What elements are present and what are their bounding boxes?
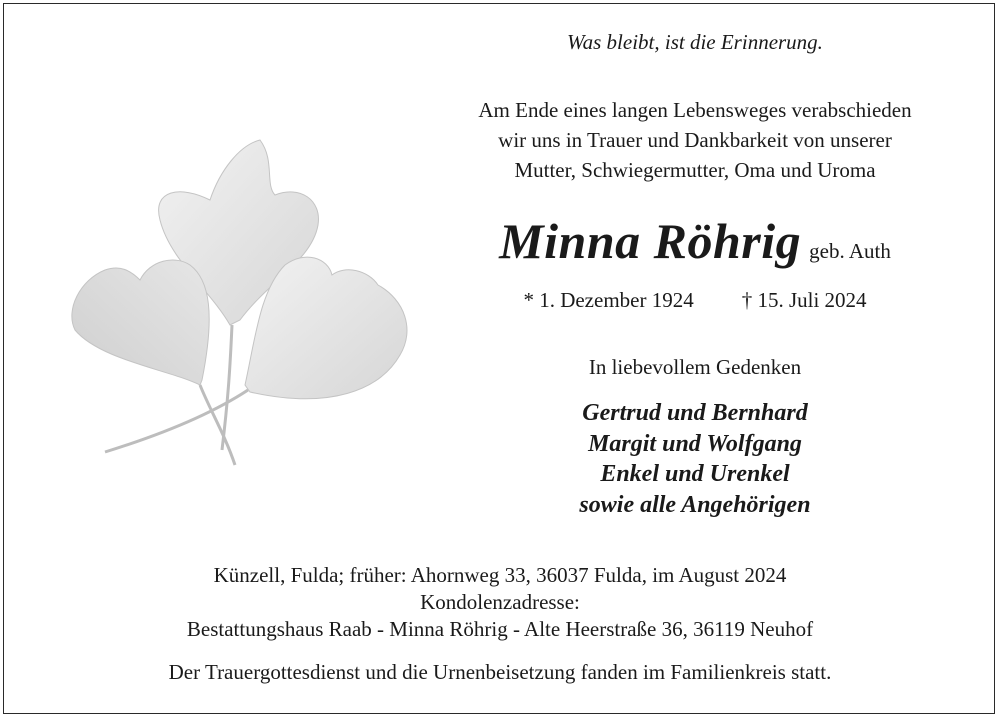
birth-date: * 1. Dezember 1924	[523, 288, 694, 312]
deceased-name-line	[440, 212, 950, 270]
intro-line: Mutter, Schwiegermutter, Oma und Uroma	[514, 158, 876, 182]
memory-line: In liebevollem Gedenken	[588, 355, 802, 379]
address-block	[50, 562, 950, 643]
mourner-entry: Gertrud und Bernhard	[582, 400, 808, 426]
death-date: † 15. Juli 2024	[741, 288, 867, 312]
address-line: Bestattungshaus Raab - Minna Röhrig - Alte Heerstraße 36, 36119 Neuhof	[186, 617, 814, 641]
service-note: Der Trauergottesdienst und die Urnenbeisetzung fanden im Familienkreis statt.	[168, 660, 832, 684]
ginkgo-leaves-illustration	[60, 130, 420, 480]
mourner-entry: sowie alle Angehörigen	[579, 491, 811, 518]
mourner-entry: Margit und Wolfgang	[588, 430, 802, 457]
address-line: Künzell, Fulda; früher: Ahornweg 33, 36037 Fulda, im August 2024	[213, 563, 787, 587]
deceased-name: Minna Röhrig	[499, 213, 802, 269]
address-line: Kondolenzadresse:	[420, 590, 580, 614]
mourners-list	[440, 398, 950, 520]
intro-line: Am Ende eines langen Lebensweges verabschieden	[478, 98, 912, 122]
intro-text	[395, 95, 995, 185]
life-dates	[440, 288, 950, 313]
mourner-entry: Enkel und Urenkel	[600, 461, 790, 487]
motto: Was bleibt, ist die Erinnerung.	[567, 30, 823, 54]
intro-line: wir uns in Trauer und Dankbarkeit von unserer	[498, 128, 892, 152]
maiden-name: geb. Auth	[809, 239, 891, 263]
